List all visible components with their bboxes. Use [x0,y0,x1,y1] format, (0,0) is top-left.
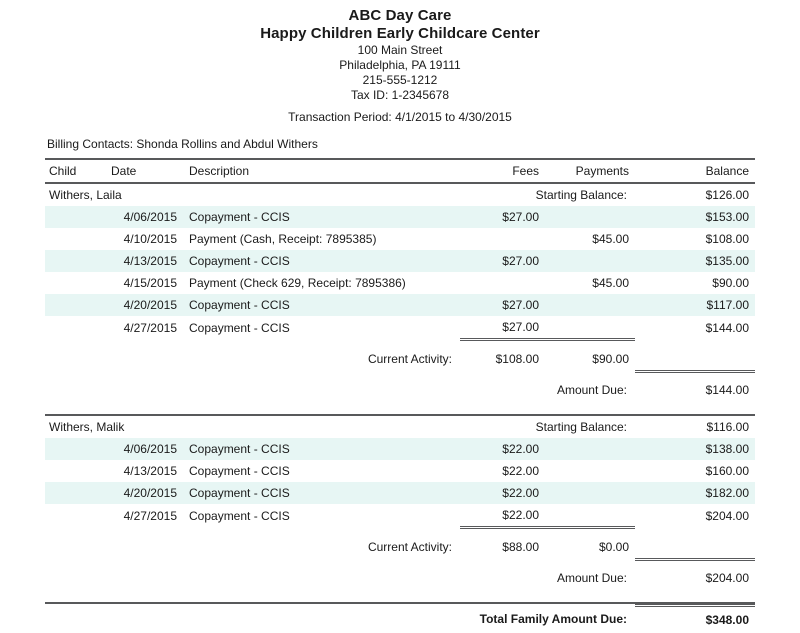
row-balance: $204.00 [635,504,755,528]
row-child-spacer [45,482,107,504]
amount-due-label: Amount Due: [45,378,635,402]
table-row [45,228,755,250]
row-description: Copayment - CCIS [185,294,460,316]
row-balance: $182.00 [635,482,755,504]
row-description: Payment (Cash, Receipt: 7895385) [185,228,460,250]
row-payments [545,294,635,316]
row-balance: $160.00 [635,460,755,482]
starting-balance-amount: $116.00 [635,416,755,438]
amount-due-row [45,378,755,402]
amount-due-amount: $144.00 [635,378,755,402]
current-activity-label: Current Activity: [45,346,460,372]
row-fees: $27.00 [460,316,545,340]
column-header-child: Child [45,159,107,183]
grand-total-row [45,606,755,633]
row-date: 4/13/2015 [107,460,185,482]
table-row [45,272,755,294]
row-child-spacer [45,250,107,272]
row-child-spacer [45,294,107,316]
current-activity-label: Current Activity: [45,534,460,560]
row-date: 4/27/2015 [107,504,185,528]
grand-total-amount: $348.00 [635,606,755,633]
row-fees: $22.00 [460,504,545,528]
section-spacer [45,590,755,603]
row-balance: $138.00 [635,438,755,460]
row-description: Copayment - CCIS [185,460,460,482]
row-date: 4/10/2015 [107,228,185,250]
row-date: 4/06/2015 [107,206,185,228]
table-row [45,294,755,316]
starting-balance-label: Starting Balance: [185,416,635,438]
current-activity-fees: $88.00 [460,534,545,560]
child-name: Withers, Malik [45,416,185,438]
row-balance: $144.00 [635,316,755,340]
row-fees: $27.00 [460,294,545,316]
row-payments [545,482,635,504]
column-header-date: Date [107,159,185,183]
row-date: 4/06/2015 [107,438,185,460]
column-header-payments: Payments [545,159,635,183]
row-payments: $45.00 [545,272,635,294]
phone-number: 215-555-1212 [0,73,800,88]
child-name: Withers, Laila [45,183,185,206]
row-fees [460,272,545,294]
row-fees: $27.00 [460,206,545,228]
row-payments [545,504,635,528]
amount-due-label: Amount Due: [45,566,635,590]
row-child-spacer [45,438,107,460]
row-description: Copayment - CCIS [185,438,460,460]
section-spacer [45,402,755,415]
center-name: Happy Children Early Childcare Center [0,25,800,43]
row-payments: $45.00 [545,228,635,250]
row-child-spacer [45,460,107,482]
row-payments [545,250,635,272]
table-row [45,482,755,504]
table-row [45,460,755,482]
table-row [45,250,755,272]
transaction-period: Transaction Period: 4/1/2015 to 4/30/2015 [0,110,800,125]
statement-header [0,0,800,125]
row-date: 4/20/2015 [107,482,185,504]
column-header-balance: Balance [635,159,755,183]
column-header-fees: Fees [460,159,545,183]
row-child-spacer [45,316,107,340]
row-fees: $22.00 [460,438,545,460]
current-activity-payments: $0.00 [545,534,635,560]
row-payments [545,316,635,340]
starting-balance-amount: $126.00 [635,183,755,206]
statement-table [45,158,755,633]
amount-due-row [45,566,755,590]
address-street: 100 Main Street [0,43,800,58]
current-activity-row [45,534,755,560]
row-date: 4/20/2015 [107,294,185,316]
organization-name: ABC Day Care [0,7,800,25]
row-description: Copayment - CCIS [185,504,460,528]
row-balance: $135.00 [635,250,755,272]
statement-table-wrapper [45,158,755,633]
row-date: 4/13/2015 [107,250,185,272]
current-activity-fees: $108.00 [460,346,545,372]
address-city-state-zip: Philadelphia, PA 19111 [0,58,800,73]
child-starting-balance-row [45,416,755,438]
amount-due-amount: $204.00 [635,566,755,590]
row-balance: $117.00 [635,294,755,316]
row-child-spacer [45,504,107,528]
row-description: Copayment - CCIS [185,316,460,340]
table-row [45,504,755,528]
tax-id: Tax ID: 1-2345678 [0,88,800,103]
current-activity-row [45,346,755,372]
child-starting-balance-row [45,183,755,206]
table-row [45,316,755,340]
row-date: 4/27/2015 [107,316,185,340]
row-fees: $22.00 [460,482,545,504]
row-fees: $27.00 [460,250,545,272]
row-child-spacer [45,206,107,228]
row-payments [545,438,635,460]
row-fees: $22.00 [460,460,545,482]
row-payments [545,206,635,228]
row-payments [545,460,635,482]
row-date: 4/15/2015 [107,272,185,294]
current-activity-payments: $90.00 [545,346,635,372]
row-description: Copayment - CCIS [185,482,460,504]
row-description: Payment (Check 629, Receipt: 7895386) [185,272,460,294]
row-description: Copayment - CCIS [185,250,460,272]
row-balance: $90.00 [635,272,755,294]
billing-contacts: Billing Contacts: Shonda Rollins and Abdul Withers [47,137,800,151]
starting-balance-label: Starting Balance: [185,183,635,206]
row-child-spacer [45,272,107,294]
grand-total-label: Total Family Amount Due: [45,606,635,633]
row-description: Copayment - CCIS [185,206,460,228]
row-balance: $153.00 [635,206,755,228]
table-header-row [45,159,755,183]
table-row [45,206,755,228]
row-child-spacer [45,228,107,250]
row-fees [460,228,545,250]
column-header-description: Description [185,159,460,183]
table-row [45,438,755,460]
row-balance: $108.00 [635,228,755,250]
